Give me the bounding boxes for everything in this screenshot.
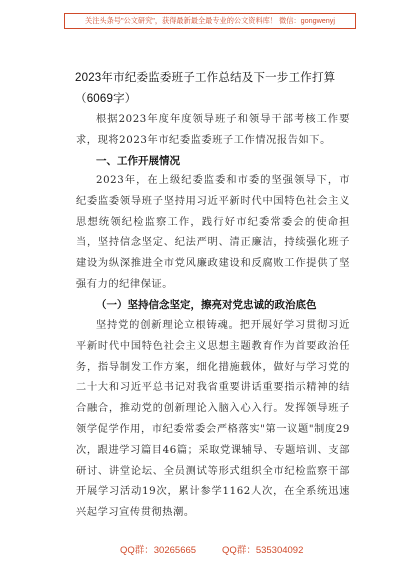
promo-banner: 关注头条号"公文研究"，获得最新最全最专业的公文资料库！ 微信：gongwenyj bbox=[64, 13, 356, 29]
section-paragraph-1: 2023年，在上级纪委监委和市委的坚强领导下，市纪委监委领导班子坚持用习近平新时代中国特色社会主义思想统领纪检监察工作，践行好市纪委常委会的使命担当，坚持信念坚定、纪法严明、清正廉洁，持续强化班子建设为纵深推进全市党风廉政建设和反腐败工作提供了坚强有力的纪律保证。 bbox=[76, 175, 350, 290]
footer-qq-group-1: QQ群：30265665 bbox=[120, 545, 197, 556]
intro-paragraph: 根据2023年度年度领导班子和领导干部考核工作要求，现将2023年市纪委监委班子工作情况报告如下。 bbox=[76, 114, 350, 146]
subsection-heading-1: （一）坚持信念坚定，擦亮对党忠诚的政治底色 bbox=[96, 299, 317, 311]
section-heading-1: 一、工作开展情况 bbox=[96, 155, 180, 167]
subsection-paragraph-1: 坚持党的创新理论立根铸魂。把开展好学习贯彻习近平新时代中国特色社会主义思想主题教育作为首要政治任务，指导制发工作方案，细化措施载体，做好与学习党的二十大和习近平总书记对我省重要讲话重要指示精神的结合融合，推动党的创新理论入脑入心入行。发挥领导班子领学促学作用，市纪委常委会严格落实"第一议题"制度29次，跟进学习篇目46篇；采取党课辅导、专题培训、支部研讨、讲堂论坛、全员测试等形式组织全市纪检监察干部开展学习活动19次，累计参学1162人次，在全系统迅速兴起学习宣传贯彻热潮。 bbox=[76, 320, 350, 519]
footer-qq-group-2: QQ群：535304092 bbox=[222, 545, 304, 556]
document-title: 2023年市纪委监委班子工作总结及下一步工作打算（6069字） bbox=[75, 72, 336, 105]
footer-contact bbox=[120, 542, 304, 556]
